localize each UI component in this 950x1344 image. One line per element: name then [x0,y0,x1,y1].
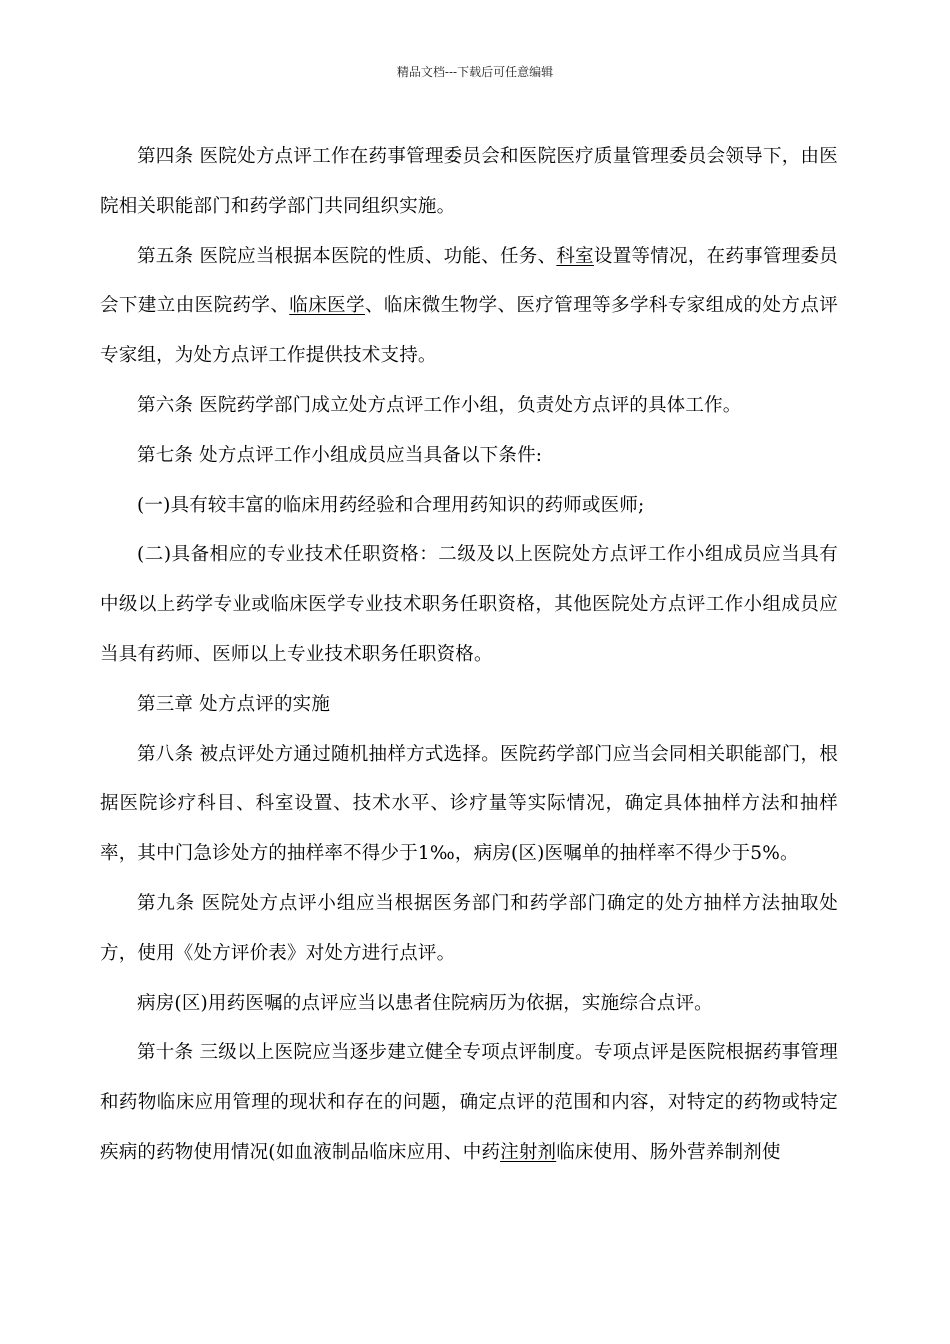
paragraph-text: 第三章 处方点评的实施 [137,693,331,715]
paragraph [100,481,838,531]
paragraph-text: 第九条 医院处方点评小组应当根据医务部门和药学部门确定的处方抽样方法抽取处方，使用《处方评价表》对处方进行点评。 [100,892,838,964]
paragraph [100,381,838,431]
paragraph [100,879,838,979]
paragraph [100,730,838,879]
paragraph-text: 设置等情况，在药事管理委员会下建立由医院药学、 [100,245,838,317]
paragraph-text: 临床使用、肠外营养制剂使 [556,1141,781,1163]
paragraph [100,1028,838,1177]
paragraph [100,680,838,730]
paragraph-text: 第五条 医院应当根据本医院的性质、功能、任务、 [137,245,557,267]
underlined-term: 临床医学 [289,295,365,317]
paragraph [100,979,838,1029]
document-body [100,132,838,1178]
page-header: 精品文档---下载后可任意编辑 [396,65,554,79]
paragraph-text: 第十条 三级以上医院应当逐步建立健全专项点评制度。专项点评是医院根据药事管理和药物临床应用管理的现状和存在的问题，确定点评的范围和内容，对特定的药物或特定疾病的药物使用情况(如血液制品临床应用、中药 [100,1042,838,1163]
paragraph [100,132,838,232]
paragraph-text: 第八条 被点评处方通过随机抽样方式选择。医院药学部门应当会同相关职能部门，根据医院诊疗科目、科室设置、技术水平、诊疗量等实际情况，确定具体抽样方法和抽样率，其中门急诊处方的抽样率不得少于1‰，病房(区)医嘱单的抽样率不得少于5%。 [100,743,838,865]
paragraph-text: (一)具有较丰富的临床用药经验和合理用药知识的药师或医师; [137,494,645,516]
paragraph-text: 第四条 医院处方点评工作在药事管理委员会和医院医疗质量管理委员会领导下，由医院相关职能部门和药学部门共同组织实施。 [100,146,838,217]
underlined-term: 科室 [556,245,594,267]
paragraph-text: 病房(区)用药医嘱的点评应当以患者住院病历为依据，实施综合点评。 [137,992,713,1014]
paragraph-text: 、临床微生物学、医疗管理等多学科专家组成的处方点评专家组，为处方点评工作提供技术支持。 [100,295,838,367]
paragraph [100,530,838,679]
paragraph [100,232,838,381]
paragraph-text: (二)具备相应的专业技术任职资格：二级及以上医院处方点评工作小组成员应当具有中级以上药学专业或临床医学专业技术职务任职资格，其他医院处方点评工作小组成员应当具有药师、医师以上专业技术职务任职资格。 [100,544,838,665]
paragraph-text: 第七条 处方点评工作小组成员应当具备以下条件: [137,444,543,466]
underlined-term: 注射剂 [500,1141,557,1163]
paragraph [100,431,838,481]
paragraph-text: 第六条 医院药学部门成立处方点评工作小组，负责处方点评的具体工作。 [137,394,742,416]
